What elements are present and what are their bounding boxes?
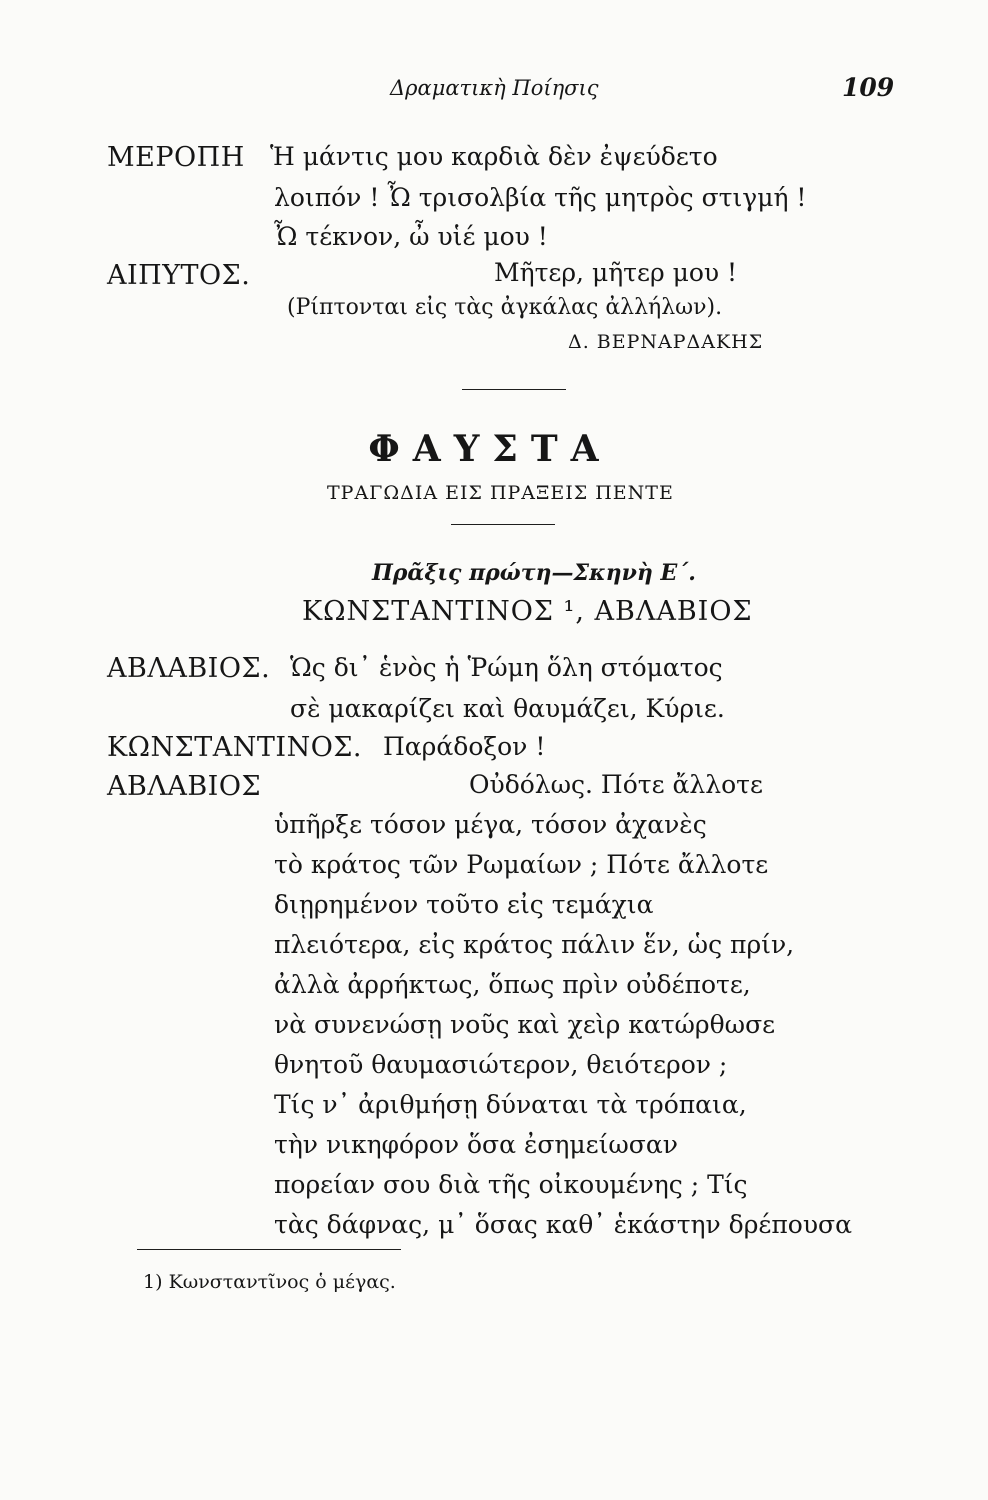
verse-line: τὸ κράτος τῶν Ρωμαίων ; Πότε ἄλλοτε: [274, 850, 769, 879]
footnote-text: Κωνσταντῖνος ὁ μέγας.: [168, 1271, 396, 1293]
verse-line: Μῆτερ, μῆτερ μου !: [494, 258, 738, 287]
verse-line: πορείαν σου διὰ τῆς οἰκουμένης ; Τίς: [274, 1170, 748, 1199]
footnote-rule: [137, 1249, 401, 1250]
speaker-merope: ΜΕΡΟΠΗ: [107, 142, 245, 173]
speaker-ablabios: ΑΒΛΑΒΙΟΣ.: [107, 653, 271, 684]
speaker-aipytos: ΑΙΠΥΤΟΣ.: [107, 260, 251, 291]
verse-line: διῃρημένον τοῦτο εἰς τεμάχια: [274, 890, 654, 919]
verse-line: τὰς δάφνας, μ᾿ ὅσας καθ᾿ ἑκάστην δρέπουσα: [274, 1210, 852, 1239]
verse-line: Ἡ μάντις μου καρδιὰ δὲν ἐψεύδετο: [270, 142, 718, 171]
verse-line: Παράδοξον !: [383, 732, 546, 761]
verse-line: Ὡς δι᾿ ἑνὸς ἡ Ῥώμη ὅλη στόματος: [290, 653, 723, 682]
stage-direction: (Ρίπτονται εἰς τὰς ἀγκάλας ἀλλήλων).: [287, 295, 723, 320]
play-subtitle: ΤΡΑΓΩΔΙΑ ΕΙΣ ΠΡΑΞΕΙΣ ΠΕΝΤΕ: [327, 482, 674, 504]
speaker-ablabios: ΑΒΛΑΒΙΟΣ: [107, 771, 262, 802]
section-divider: [451, 524, 555, 525]
verse-line: πλειότερα, εἰς κράτος πάλιν ἕν, ὡς πρίν,: [274, 930, 795, 959]
verse-line: ἀλλὰ ἀρρήκτως, ὅπως πρὶν οὐδέποτε,: [274, 970, 751, 999]
author-signature: Δ. ΒΕΡΝΑΡΔΑΚΗΣ: [568, 331, 764, 353]
page-number: 109: [842, 73, 895, 102]
verse-line: θνητοῦ θαυμασιώτερον, θειότερον ;: [274, 1050, 728, 1079]
verse-line: Οὐδόλως. Πότε ἄλλοτε: [469, 770, 763, 799]
verse-line: Τίς ν᾿ ἀριθμήσῃ δύναται τὰ τρόπαια,: [274, 1090, 747, 1119]
verse-line: σὲ μακαρίζει καὶ θαυμάζει, Κύριε.: [290, 694, 725, 723]
footnote-marker: 1): [143, 1271, 163, 1293]
verse-line: ὑπῆρξε τόσον μέγα, τόσον ἀχανὲς: [274, 810, 707, 839]
verse-line: λοιπόν ! Ὦ τρισολβία τῆς μητρὸς στιγμή !: [274, 183, 807, 212]
verse-line: Ὦ τέκνον, ὦ υἱέ μου !: [274, 222, 548, 251]
play-title: ΦΑΥΣΤΑ: [368, 428, 612, 470]
speaker-konstantinos: ΚΩΝΣΤΑΝΤΙΝΟΣ.: [107, 732, 363, 763]
scene-heading: Πρᾶξις πρώτη—Σκηνὴ Ε΄.: [372, 560, 696, 586]
cast-list: ΚΩΝΣΤΑΝΤΙΝΟΣ ¹, ΑΒΛΑΒΙΟΣ: [302, 596, 753, 627]
running-title: Δραματικὴ Ποίησις: [390, 76, 599, 100]
footnote: [143, 1273, 396, 1292]
verse-line: νὰ συνενώσῃ νοῦς καὶ χεὶρ κατώρθωσε: [274, 1010, 776, 1039]
section-divider: [462, 389, 566, 390]
verse-line: τὴν νικηφόρον ὅσα ἐσημείωσαν: [274, 1130, 678, 1159]
